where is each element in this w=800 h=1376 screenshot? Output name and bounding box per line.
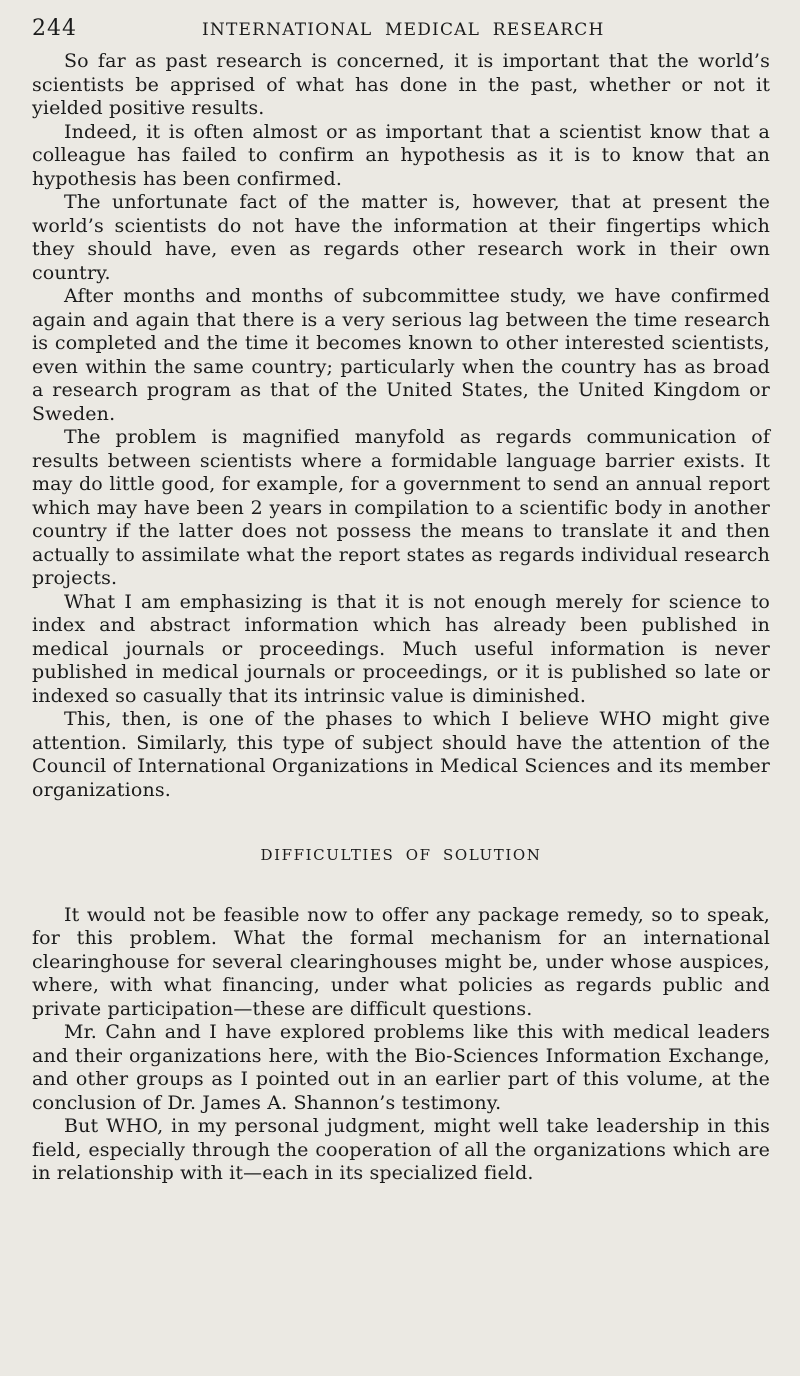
paragraph-subcommittee-study: After months and months of subcommittee study, we have confirmed again and again that there is a very serious lag between the time research is completed and the time it becomes known to other interested scientists, even within the same country; particularly when the country has as broad a research program as that of the United States, the United Kingdom or Sweden. [32,285,770,425]
page-number: 244 [32,16,77,41]
paragraph-package-remedy: It would not be feasible now to offer any package remedy, so to speak, for this problem. What the formal mechanism for an international clearinghouse for several clearinghouses might be, under whose auspices, where, with what financing, under what policies as regards public and private participation—these are difficult questions. [32,903,770,1020]
paragraph-unfortunate-fact: The unfortunate fact of the matter is, however, that at present the world’s scientists do not have the information at their fingertips which they should have, even as regards other research work in their own country. [32,191,770,284]
paragraph-emphasizing: What I am emphasizing is that it is not enough merely for science to index and abstract information which has already been published in medical journals or proceedings. Much useful information is never published in medical journals or proceedings, or it is published so late or indexed so casually that its intrinsic value is diminished. [32,590,770,707]
running-head: INTERNATIONAL MEDICAL RESEARCH [202,20,605,40]
page-header [32,16,772,46]
section-heading: DIFFICULTIES OF SOLUTION [260,846,542,864]
paragraph-language-barrier: The problem is magnified manyfold as regards communication of results between scientists where a formidable language barrier exists. It may do little good, for example, for a government to send an annual report which may have been 2 years in compilation to a scientific body in another country if the latter does not possess the means to translate it and then actually to assimilate what the report states as regards individual research projects. [32,426,770,589]
paragraph-mr-cahn: Mr. Cahn and I have explored problems like this with medical leaders and their organizations here, with the Bio-Sciences Information Exchange, and other groups as I pointed out in an earlier part of this volume, at the conclusion of Dr. James A. Shannon’s testimony. [32,1021,770,1114]
paragraph-past-research: So far as past research is concerned, it is important that the world’s scientists be apprised of what has done in the past, whether or not it yielded positive results. [32,50,770,119]
paragraph-who-leadership: But WHO, in my personal judgment, might well take leadership in this field, especially through the cooperation of all the organizations which are in relationship with it—each in its specialized field. [32,1115,770,1184]
paragraph-failed-hypothesis: Indeed, it is often almost or as important that a scientist know that a colleague has failed to confirm an hypothesis as it is to know that an hypothesis has been confirmed. [32,120,770,190]
paragraph-who-attention: This, then, is one of the phases to which I believe WHO might give attention. Similarly, this type of subject should have the attention of the Council of International Organizations in Medical Sciences and its member organizations. [32,708,770,801]
body-text [32,50,770,1186]
